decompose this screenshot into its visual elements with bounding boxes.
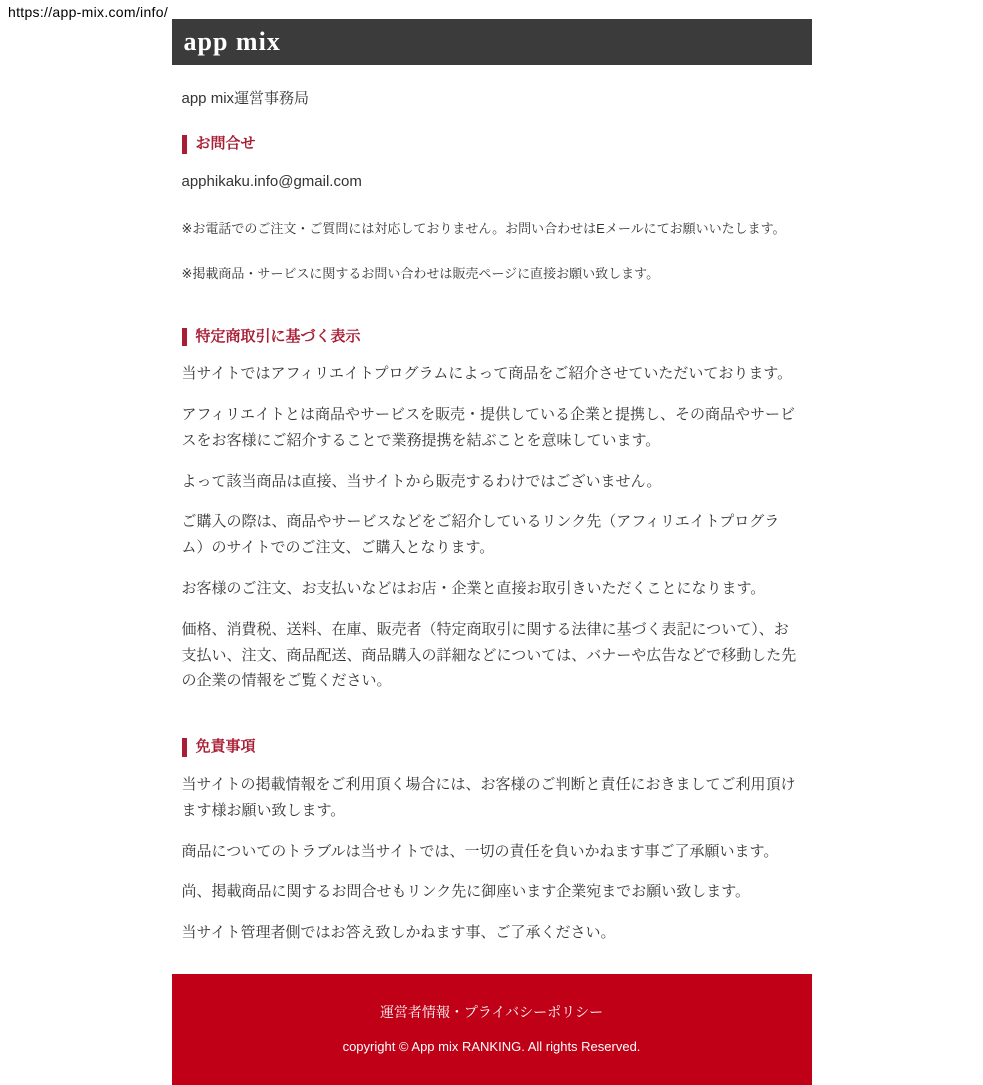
contact-email: apphikaku.info@gmail.com [181,172,362,190]
section-disclaimer [182,738,802,946]
site-logo-title[interactable]: app mix [183,27,281,56]
office-name: app mix運営事務局 [181,90,310,107]
main-content [172,88,812,946]
site-header [172,19,812,65]
section-contact [182,135,802,284]
paragraph: アフィリエイトとは商品やサービスを販売・提供している企業と提携し、その商品やサービスをお客様にご紹介することで業務提携を結ぶことを意味しています。 [181,406,796,449]
site-container [172,19,812,1085]
site-footer [172,974,812,1085]
section-heading-commerce-disclosure: 特定商取引に基づく表示 [182,328,802,347]
footer-privacy-policy-link[interactable]: 運営者情報・プライバシーポリシー [379,1004,604,1020]
paragraph: 当サイト管理者側ではお答え致しかねます事、ご了承ください。 [181,924,616,942]
contact-note: ※お電話でのご注文・ご質問には対応しておりません。お問い合わせはEメールにてお願いいたします。 [181,220,786,236]
paragraph: 当サイトの掲載情報をご利用頂く場合には、お客様のご判断と責任におきましてご利用頂けます様お願い致します。 [181,776,796,819]
paragraph: 尚、掲載商品に関するお問合せもリンク先に御座います企業宛までお願い致します。 [181,883,751,901]
paragraph: お客様のご注文、お支払いなどはお店・企業と直接お取引きいただくことになります。 [181,580,766,598]
paragraph: よって該当商品は直接、当サイトから販売するわけではございません。 [181,472,662,490]
paragraph: 価格、消費税、送料、在庫、販売者（特定商取引に関する法律に基づく表記について）、お支払い、注文、商品配送、商品購入の詳細などについては、バナーや広告などで移動した先の企業の情報をご覧ください。 [181,620,797,690]
section-heading-disclaimer: 免責事項 [182,738,802,757]
paragraph: ご購入の際は、商品やサービスなどをご紹介しているリンク先（アフィリエイトプログラム）のサイトでのご注文、ご購入となります。 [181,513,780,557]
paragraph: 当サイトではアフィリエイトプログラムによって商品をご紹介させていただいております。 [181,365,793,383]
footer-copyright: copyright © App mix RANKING. All rights Reserved. [342,1039,641,1054]
section-commerce-disclosure [182,328,802,695]
page-url-caption: https://app-mix.com/info/ [8,4,169,20]
contact-note: ※掲載商品・サービスに関するお問い合わせは販売ページに直接お願い致します。 [181,266,660,282]
section-heading-contact: お問合せ [182,135,802,154]
paragraph: 商品についてのトラブルは当サイトでは、一切の責任を負いかねます事ご了承願います。 [181,842,779,860]
